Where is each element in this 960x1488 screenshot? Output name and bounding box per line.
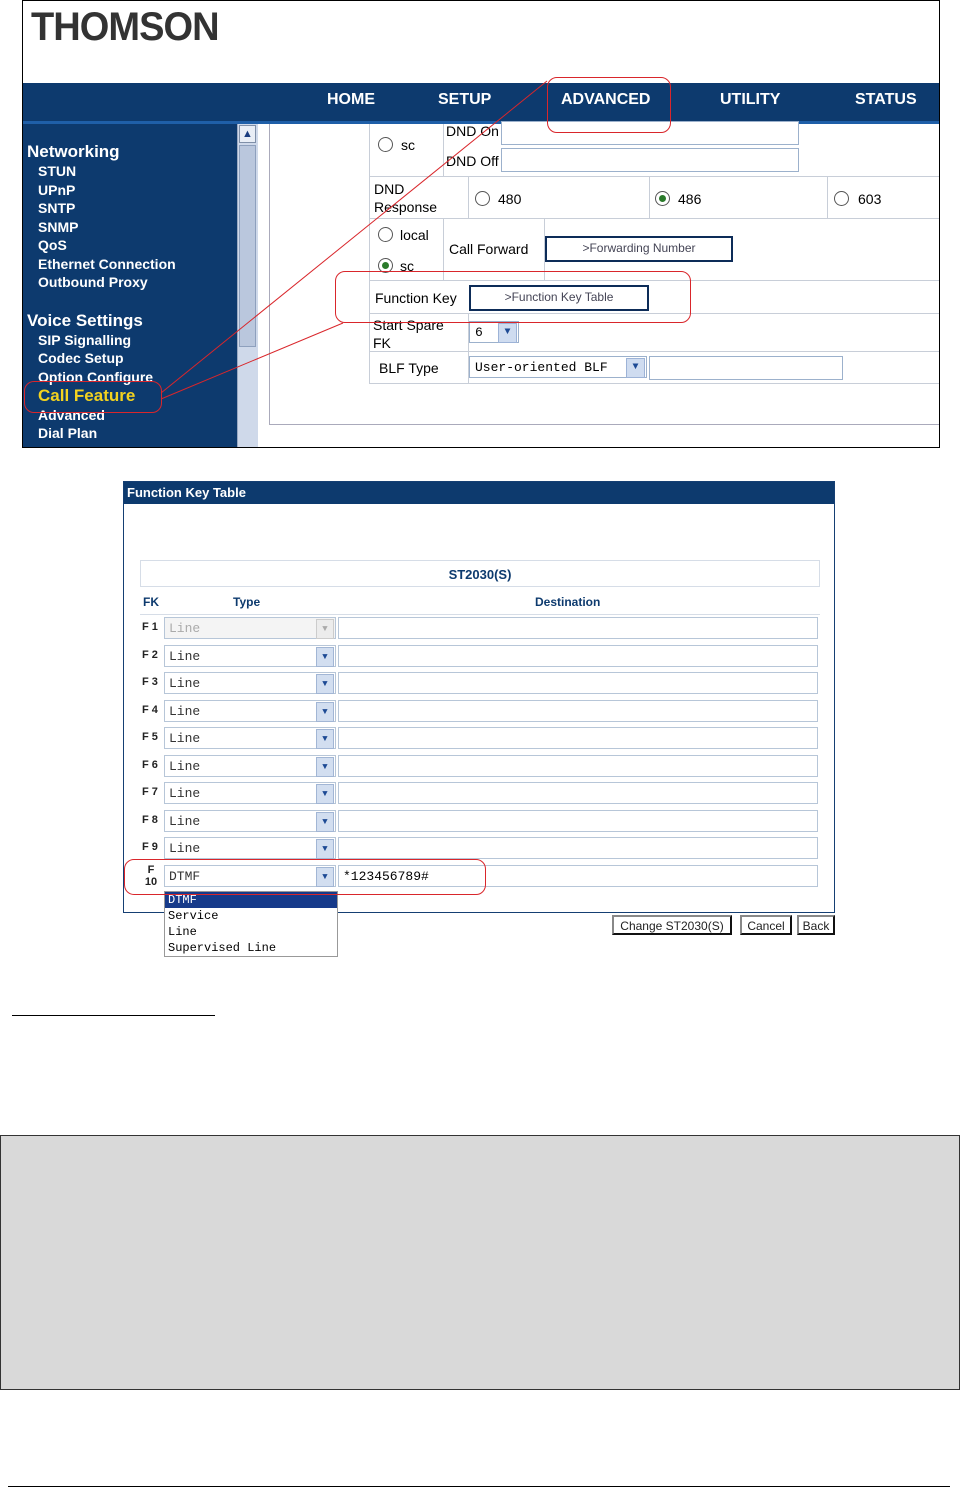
blf-type-value: User-oriented BLF: [475, 360, 608, 375]
chevron-down-icon[interactable]: ▼: [626, 358, 645, 378]
chevron-down-icon[interactable]: ▼: [316, 757, 334, 777]
sc-label: sc: [401, 137, 415, 153]
fk-label: F 10: [144, 864, 158, 888]
sidebar-item-codec-setup[interactable]: Codec Setup: [38, 350, 124, 366]
fk-destination-input[interactable]: [338, 727, 818, 749]
note-box: [0, 1135, 960, 1390]
chevron-down-icon[interactable]: ▼: [316, 867, 334, 887]
table-divider: [140, 614, 820, 615]
sidebar-item-call-feature[interactable]: Call Feature: [38, 386, 136, 405]
annotation-line: [161, 81, 547, 393]
start-spare-fk-value: 6: [475, 325, 483, 340]
dnd-response-603-label: 603: [858, 191, 882, 207]
call-feature-screenshot: [22, 0, 940, 448]
dropdown-option-line[interactable]: Line: [168, 925, 197, 939]
annotation-lines: [23, 1, 939, 447]
fk-type-select: [164, 617, 336, 639]
back-button[interactable]: Back: [797, 915, 835, 935]
type-dropdown-list[interactable]: [164, 891, 338, 957]
fk-destination-input[interactable]: [338, 617, 818, 639]
nav-status[interactable]: STATUS: [855, 91, 917, 108]
fk-type-select[interactable]: [164, 645, 336, 667]
sc2-label: sc: [400, 258, 414, 274]
fk-destination-input[interactable]: [338, 672, 818, 694]
chevron-down-icon[interactable]: ▼: [316, 839, 334, 859]
chevron-down-icon[interactable]: ▼: [316, 674, 334, 694]
sidebar-heading-networking: Networking: [27, 142, 120, 161]
change-model-button[interactable]: Change ST2030(S): [612, 915, 732, 935]
model-title: ST2030(S): [140, 560, 820, 586]
scroll-up-icon[interactable]: ▲: [239, 125, 256, 143]
caption-underline: [12, 1015, 215, 1016]
dropdown-option-service[interactable]: Service: [168, 909, 219, 923]
fk-label: F 8: [142, 814, 158, 826]
chevron-down-icon[interactable]: ▼: [498, 323, 517, 343]
sidebar-heading-voice-settings: Voice Settings: [27, 311, 143, 330]
sidebar-item-sntp[interactable]: SNTP: [38, 200, 76, 216]
fk-destination-input[interactable]: *123456789#: [338, 865, 818, 887]
annotation-line: [161, 323, 343, 399]
fk-type-value: Line: [169, 676, 201, 691]
fk-type-value: Line: [169, 814, 201, 829]
fk-label: F 9: [142, 841, 158, 853]
fk-label: F 3: [142, 676, 158, 688]
sidebar-item-outbound-proxy[interactable]: Outbound Proxy: [38, 274, 148, 290]
sidebar-item-stun[interactable]: STUN: [38, 163, 77, 179]
fk-type-select[interactable]: [164, 837, 336, 859]
chevron-down-icon[interactable]: ▼: [316, 729, 334, 749]
sidebar-item-upnp[interactable]: UPnP: [38, 182, 76, 198]
nav-advanced[interactable]: ADVANCED: [561, 91, 651, 108]
fk-type-select[interactable]: [164, 782, 336, 804]
nav-utility[interactable]: UTILITY: [720, 91, 781, 108]
fk-label: F 4: [142, 704, 158, 716]
sidebar-item-sip-signalling[interactable]: SIP Signalling: [38, 332, 132, 348]
function-key-table-button[interactable]: >Function Key Table: [469, 285, 649, 311]
fk-type-value: Line: [169, 731, 201, 746]
col-header-destination: Destination: [535, 595, 601, 609]
chevron-down-icon[interactable]: ▼: [316, 702, 334, 722]
fk-type-select[interactable]: [164, 700, 336, 722]
col-header-fk: FK: [143, 595, 159, 609]
chevron-down-icon[interactable]: ▼: [316, 784, 334, 804]
fk-type-value: DTMF: [169, 869, 201, 884]
nav-setup[interactable]: SETUP: [438, 91, 492, 108]
dnd-response-486-label: 486: [678, 191, 702, 207]
fk-destination-input[interactable]: [338, 755, 818, 777]
function-key-label: Function Key: [375, 290, 457, 306]
sidebar-item-option-configure[interactable]: Option Configure: [38, 369, 154, 385]
fk-type-select[interactable]: [164, 727, 336, 749]
sidebar-item-qos[interactable]: QoS: [38, 237, 67, 253]
fk-type-select[interactable]: [164, 810, 336, 832]
chevron-down-icon: ▼: [316, 619, 334, 639]
chevron-down-icon[interactable]: ▼: [316, 812, 334, 832]
fk-destination-input[interactable]: [338, 700, 818, 722]
dnd-response-480-label: 480: [498, 191, 522, 207]
fk-type-value: Line: [169, 786, 201, 801]
fk-type-value: Line: [169, 621, 201, 636]
sidebar-item-advanced[interactable]: Advanced: [38, 407, 105, 423]
highlight-f10-row: [124, 859, 486, 895]
sidebar-item-snmp[interactable]: SNMP: [38, 219, 79, 235]
fk-type-select[interactable]: [164, 755, 336, 777]
start-spare-fk-label: Start Spare FK: [373, 317, 444, 351]
fk-destination-input[interactable]: [338, 645, 818, 667]
dialog-title: Function Key Table: [124, 482, 834, 504]
fk-type-value: Line: [169, 649, 201, 664]
fk-label: F 7: [142, 786, 158, 798]
dropdown-option-supervised-line[interactable]: Supervised Line: [168, 941, 277, 955]
fk-label: F 5: [142, 731, 158, 743]
col-header-type: Type: [233, 595, 261, 609]
forwarding-number-button[interactable]: >Forwarding Number: [545, 236, 733, 262]
nav-home[interactable]: HOME: [327, 91, 375, 108]
chevron-down-icon[interactable]: ▼: [316, 647, 334, 667]
dnd-response-label: DND Response: [374, 181, 438, 215]
fk-destination-input[interactable]: [338, 782, 818, 804]
sidebar-item-ethernet-connection[interactable]: Ethernet Connection: [38, 256, 176, 272]
blf-type-label: BLF Type: [379, 360, 439, 376]
footer-rule: [8, 1486, 950, 1487]
local-label: local: [400, 227, 429, 243]
dnd-on-label: DND On: [446, 123, 499, 139]
dropdown-option-dtmf[interactable]: DTMF: [165, 892, 337, 908]
fk-type-value: Line: [169, 704, 201, 719]
thomson-logo: THOMSON: [31, 5, 219, 49]
fk-destination-input[interactable]: [338, 810, 818, 832]
fk-label: F 6: [142, 759, 158, 771]
sidebar-item-dial-plan[interactable]: Dial Plan: [38, 425, 98, 441]
table-divider: [140, 586, 820, 587]
fk-label: F 2: [142, 649, 158, 661]
fk-type-select[interactable]: [164, 672, 336, 694]
fk-type-value: Line: [169, 841, 201, 856]
cancel-button[interactable]: Cancel: [740, 915, 792, 935]
dnd-off-label: DND Off: [446, 153, 499, 169]
fk-destination-input[interactable]: [338, 837, 818, 859]
fk-type-value: Line: [169, 759, 201, 774]
fk-label: F 1: [142, 621, 158, 633]
call-forward-label: Call Forward: [449, 241, 529, 257]
